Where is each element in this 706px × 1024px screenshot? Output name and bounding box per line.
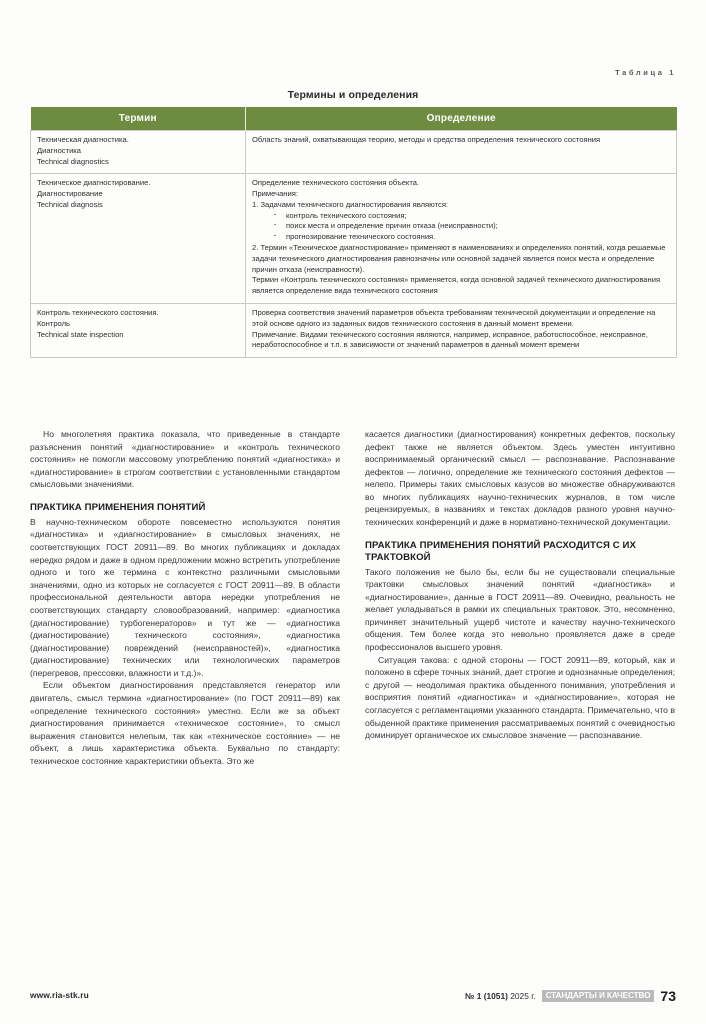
- terms-and-definitions-table: [30, 107, 677, 358]
- term-line: Контроль технического состояния.: [37, 307, 159, 317]
- term-line: Техническая диагностика.: [37, 135, 129, 144]
- definition-paragraph: Область знаний, охватывающая теорию, методы и средства определения технического состояния: [252, 135, 601, 144]
- page-footer: [0, 988, 706, 1008]
- definition-paragraph: Примечания:: [252, 189, 298, 199]
- definition-paragraph: Примечание. Видами технического состояния являются, например, исправное, работоспособное, неисправное, неработоспособное и т.п. в зависимости от значений параметров в данный момент времени: [252, 329, 648, 350]
- footer-issue-info: [465, 991, 536, 1001]
- definition-bullet-item: · поиск места и определение причин отказа (неисправности);: [286, 221, 670, 232]
- article-body: [30, 428, 676, 973]
- term-line: Technical diagnostics: [37, 156, 109, 166]
- footer-issue-block: [465, 988, 676, 1004]
- definition-paragraph: Проверка соответствия значений параметров объекта требованиям технической документации и определение на этой основе одного из заданных видов технического состояния в данный момент времени.: [252, 307, 656, 328]
- definition-bullet-item: · прогнозирование технического состояния.: [286, 232, 670, 243]
- magazine-logo: СТАНДАРТЫ И КАЧЕСТВО: [542, 990, 655, 1003]
- term-line: Technical state inspection: [37, 329, 124, 339]
- table-row: [31, 303, 677, 357]
- table-title: Термины и определения: [287, 89, 419, 101]
- table-cell-definition: [246, 174, 677, 304]
- section-heading: ПРАКТИКА ПРИМЕНЕНИЯ ПОНЯТИЙ РАСХОДИТСЯ С ИХ ТРАКТОВКОЙ: [365, 539, 637, 563]
- term-line: Диагностика: [37, 145, 82, 155]
- body-paragraph: Такого положения не было бы, если бы не существовали специальные трактовки смысловых значений понятий «диагностика» и «диагностирование», данные в ГОСТ 20911—89. Очевидно, реальность не желает укладываться в рамки их специальных трактовок. Это, несомненно, причиняет значительный ущерб чистоте и качеству научно-технического общения. Тем более когда это невольно проявляется даже в среде профессионалов высшего уровня.: [365, 566, 675, 653]
- table-cell-definition: [246, 131, 677, 174]
- definition-paragraph: 1. Задачами технического диагностирования являются:: [252, 199, 449, 209]
- section-heading: ПРАКТИКА ПРИМЕНЕНИЯ ПОНЯТИЙ: [30, 501, 206, 513]
- column-header-term: Термин: [31, 107, 246, 131]
- body-paragraph: Но многолетняя практика показала, что приведенные в стандарте разъяснения понятий «диагностирование» и «контроль технического состояния» не помогли массовому употреблению понятий «диагностика» и «диагностирование» в строгом соответствии с установленными стандартом смысловыми значениями.: [30, 429, 340, 490]
- footer-website-url[interactable]: www.ria-stk.ru: [30, 990, 89, 1000]
- table-cell-term: [31, 174, 246, 304]
- article-column-right: [365, 428, 675, 973]
- table-cell-definition: [246, 303, 677, 357]
- body-paragraph: касается диагностики (диагностирования) конкретных дефектов, поскольку дефект также не является объектом. Здесь уместен интуитивно воспринимаемый органический смысл — распознавание. Распознавание дефектов — логично, определение же технического состояния дефектов — нелепо. Примеры таких смысловых казусов во множестве обнаруживаются во многих публикациях научно-технических журналов, в том числе рецензируемых, в названиях и текстах докладов разного уровня научно-технических конференций и даже в нормативно-технической документации.: [365, 429, 675, 528]
- body-paragraph: Ситуация такова: с одной стороны — ГОСТ 20911—89, который, как и положено в сфере точных знаний, дает строгие и однозначные определения; с другой — неодолимая практика обыденного понимания, употребления и восприятия понятий «диагностика» и «диагностирование», которая не согласуется с регламентациями указанного стандарта. Примечательно, что в обыденной практике применения рассматриваемых понятий с очевидностью доминирует органическое их смысловое значение — распознавание.: [365, 654, 675, 741]
- definition-paragraph: Определение технического состояния объекта.: [252, 178, 420, 188]
- article-column-left: [30, 428, 340, 973]
- page-number: 73: [660, 988, 676, 1004]
- footer-issue-year: 2025 г.: [510, 991, 536, 1001]
- footer-issue-number: № 1 (1051): [465, 991, 508, 1001]
- table-cell-term: [31, 131, 246, 174]
- term-line: Контроль: [37, 318, 70, 328]
- table-caption-label: Таблица 1: [615, 68, 676, 77]
- definition-paragraph: 2. Термин «Техническое диагностирование» применяют в наименованиях и определениях понятий, когда решаемые задачи технического диагностирования равнозначны или основной задачей является поиск места и определение причин отказа (неисправности).: [252, 243, 666, 274]
- table-row: [31, 174, 677, 304]
- body-paragraph: В научно-техническом обороте повсеместно используются понятия «диагностика» и «диагностирование» в смысловых значениях, не соответствующих ГОСТ 20911—89. Во многих публикациях и докладах нередко рядом и даже в одном предложении можно встретить употребление одного и того же термина с контекстно различными смысловыми значениями, одно из которых не согласуется с ГОСТ 20911—89. В области профессиональной деятельности автора нередки употребления не соответствующих стандарту словообразований, например: «диагностика (диагностирование) турбогенераторов» и тут же — «диагностика (диагностирование) технического состояния», «диагностика (диагностирование) повреждений (неисправностей)», «диагностика (диагностирование) технических или технологических параметров (перегревов, прессовки, влажности и т.д.)».: [30, 516, 340, 678]
- definition-paragraph: Термин «Контроль технического состояния» применяется, когда основной задачей технического диагностирования является определение вида технического состояния: [252, 275, 661, 296]
- table-header-row: [31, 107, 677, 131]
- term-line: Техническое диагностирование.: [37, 178, 151, 188]
- table-row: [31, 131, 677, 174]
- table-cell-term: [31, 303, 246, 357]
- term-line: Technical diagnosis: [37, 199, 103, 209]
- column-header-definition: Определение: [246, 107, 677, 131]
- definition-bullet-item: · контроль технического состояния;: [286, 211, 670, 222]
- term-line: Диагностирование: [37, 189, 103, 199]
- definition-bullet-list: [252, 211, 670, 243]
- body-paragraph: Если объектом диагностирования представляется генератор или двигатель, смысл термина «диагностирование» (по ГОСТ 20911—89) как «определение технического состояния» уместно. Если же за объект диагностирования принимается «техническое состояние», то смысл выражения становится нелепым, так как «техническое состояние» — не объект, а лишь характеристика объекта. Буквально по стандарту: техническое состояние характеристики объекта. Это же: [30, 680, 340, 766]
